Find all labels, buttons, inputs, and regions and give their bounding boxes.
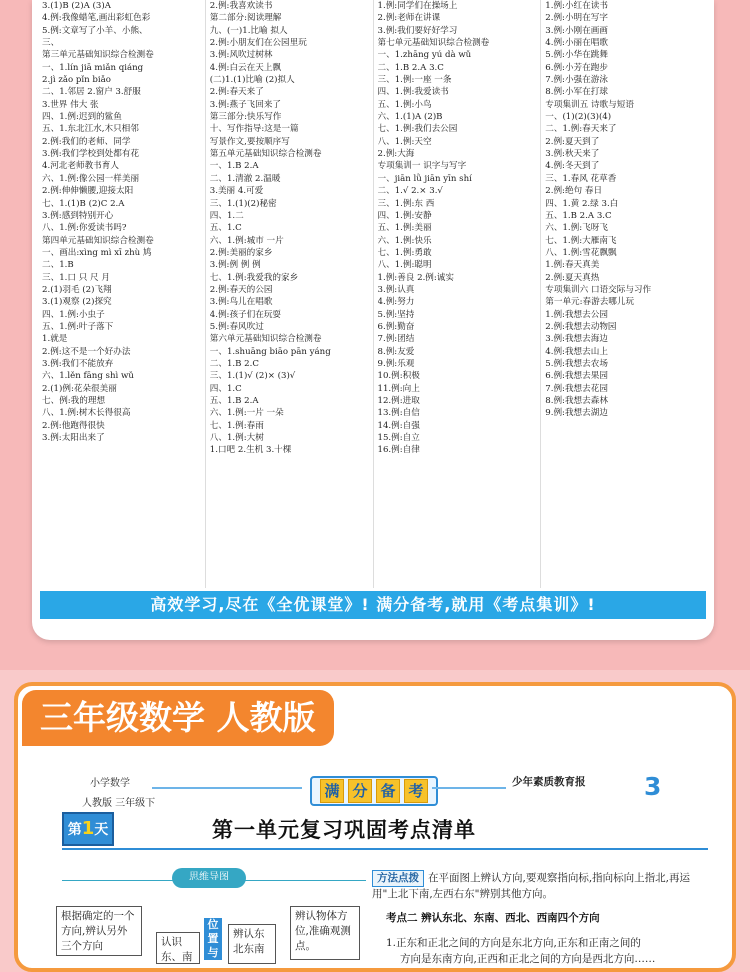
answer-line: 七、1.(1)B (2)C 2.A (42, 198, 125, 209)
answer-line: 8.例:我想去森林 (545, 396, 608, 406)
answer-line: 五、1.B 2.A 3.C (545, 210, 612, 221)
answer-line: 第四单元基础知识综合检测卷 (42, 235, 154, 246)
page-number: 3 (644, 772, 662, 801)
answer-line: 10.例:积极 (377, 371, 420, 382)
answer-line: 2.(1)羽毛 (2)飞翔 (42, 284, 112, 295)
answer-line: 4.河北老师教书育人 (42, 161, 119, 172)
answer-line: 六、1.例:快乐 (377, 235, 432, 246)
answer-line: 六、1.例:城市 一片 (209, 235, 284, 246)
key-point-title: 考点二 辨认东北、东南、西北、西南四个方向 (386, 912, 600, 924)
answer-column-4 (541, 0, 708, 588)
answer-line: 五、1.东北江水,木只相邻 (42, 124, 139, 135)
answer-line: 6.例:小芳在跑步 (545, 62, 608, 73)
answer-line: 4.例:冬天到了 (545, 161, 600, 172)
answer-line: 第六单元基础知识综合检测卷 (209, 334, 322, 345)
answer-line: 3.例:我们学校到处都有花 (42, 149, 140, 160)
answer-line: 16.例:自律 (377, 445, 420, 456)
answer-line: 5.例:文章写了小羊、小熊、 (42, 25, 148, 36)
answer-line: 四、1.二 (209, 210, 244, 221)
position-bar: 位置与 (204, 918, 222, 960)
answer-line: 第七单元基础知识综合检测卷 (377, 38, 490, 49)
answer-line: 3.例:燕子飞回来了 (209, 99, 282, 110)
answer-line: 三、1.(1)√ (2)× (3)√ (209, 371, 296, 382)
day-title-row (62, 812, 708, 846)
answer-line: 一、画出:xìng mì xī zhù 鸠 (42, 247, 152, 258)
answer-line: 十、写作指导:这是一篇 (209, 124, 299, 135)
answer-line: 2.例:大海 (377, 149, 415, 160)
answer-line: 一、1.zhāng yú dà wǔ (377, 50, 472, 61)
answer-line: 二、1.邻居 2.窗户 3.舒服 (42, 87, 141, 98)
answer-line: 3.(1)观察 (2)探究 (42, 297, 112, 308)
answer-line: 2.例:春天来了 (209, 87, 264, 98)
slogan-banner: 高效学习,尽在《全优课堂》! 满分备考,就用《考点集训》! (40, 591, 706, 619)
answer-line: 五、1.B 2.A (209, 396, 259, 406)
answer-line: 第五单元基础知识综合检测卷 (209, 149, 322, 160)
answer-line: 4.例:我像蜡笔,画出彩虹色彩 (42, 13, 151, 24)
answer-column-2 (206, 0, 374, 588)
answer-line: 四、1.例:我爱读书 (377, 87, 449, 98)
answer-line: 6.例:我想去果园 (545, 371, 608, 382)
answer-line: 三、1.例:东 西 (377, 198, 435, 209)
answer-line: 五、1.C (209, 223, 242, 234)
answer-line: 2.例:伸伸懒腰,迎接太阳 (42, 186, 134, 197)
answer-line: 七、例:我的理想 (42, 396, 106, 406)
answer-line: 2.例:小明在写字 (545, 13, 608, 24)
answer-line: 第二部分:阅读理解 (209, 13, 282, 24)
answer-line: 3.例:风吹过树林 (209, 50, 273, 61)
answer-line: 4.例:我想去山上 (545, 346, 608, 357)
answer-line: 5.例:小华在跳舞 (545, 50, 608, 61)
answer-line: 9.例:乐观 (377, 358, 415, 369)
logo-char: 考 (404, 779, 428, 803)
answer-line: 4.例:努力 (377, 297, 415, 308)
answer-line: 2.例:他跑得很快 (42, 420, 105, 431)
answer-line: 专项集训六 口语交际与习作 (545, 284, 652, 295)
answer-line: 4.例:孩子们在玩耍 (209, 309, 282, 320)
answer-line: 3.美丽 4.可爱 (209, 186, 264, 197)
key-point-text: 1.正东和正北之间的方向是东北方向,正东和正南之间的 (386, 937, 641, 949)
answer-line: 3.例:太阳出来了 (42, 433, 105, 444)
answer-line: 二、1.√ 2.× 3.√ (377, 186, 443, 197)
answer-line: 1.就是 (42, 334, 68, 345)
answer-line: 5.例:春风吹过 (209, 321, 264, 332)
answer-line: 2.例:夏天真热 (545, 272, 600, 283)
answer-line: 九、(一)1.比喻 拟人 (209, 25, 288, 36)
answer-line: 七、1.例:勇敢 (377, 247, 432, 258)
answer-line: 11.例:向上 (377, 383, 420, 394)
method-tip (372, 870, 708, 902)
answer-line: 二、1.B 2.A 3.C (377, 62, 444, 73)
answer-line: 3.例:小刚在画画 (545, 25, 608, 36)
answer-line: 四、1.例:小虫子 (42, 309, 105, 320)
answer-sheet (32, 0, 714, 640)
answer-line: 5.例:我想去农场 (545, 358, 608, 369)
answer-line: 三、1.春风 花草香 (545, 173, 617, 184)
method-tip-text: 在平面图上辨认方向,要观察指向标,指向标向上指北,再运用"上北下南,左西右东"辨别其他方向。 (372, 872, 691, 900)
answer-line: 一、1.shuāng biāo pān yáng (209, 346, 331, 357)
answer-line: 六、1.lěn fāng shì wǔ (42, 371, 134, 382)
answer-line: 3.例:例 例 例 (209, 260, 261, 271)
answer-line: 三、1.例:一座 一条 (377, 75, 452, 86)
answer-line: 三、 (42, 38, 60, 49)
answer-line: 六、1.(1)A (2)B (377, 112, 443, 123)
answer-line: 1.口吧 2.生机 3.十棵 (209, 445, 292, 456)
answer-line: 3.例:鸟儿在唱歌 (209, 297, 273, 308)
answer-line: 3.例:我想去海边 (545, 334, 608, 345)
mind-map-tag: 思维导图 (172, 868, 246, 888)
answer-line: 五、1.例:美丽 (377, 223, 432, 234)
subject-label: 小学数学 (90, 778, 130, 789)
answer-line: 2.例:美丽的家乡 (209, 247, 273, 258)
answer-line: 一、jiān lǜ jiān yīn shí (377, 173, 472, 184)
answer-line: 1.例:小红在读书 (545, 1, 608, 11)
answer-line: 2.jì zǎo pǐn biǎo (42, 75, 111, 86)
answer-line: 2.例:春天的公园 (209, 284, 273, 295)
answer-line: 八、1.例:树木长得很高 (42, 408, 131, 419)
answer-line: 2.例:绝句 春日 (545, 186, 603, 197)
answer-line: 9.例:我想去湖边 (545, 408, 608, 419)
answer-line: 3.(1)B (2)A (3)A (42, 1, 111, 11)
unit-title: 第一单元复习巩固考点清单 (212, 818, 476, 842)
answer-line: 一、(1)(2)(3)(4) (545, 112, 612, 123)
answer-line: 四、1.黄 2.绿 3.白 (545, 198, 619, 209)
answer-line: 2.例:老师在讲课 (377, 13, 441, 24)
logo-char: 满 (320, 779, 344, 803)
answer-line: 3.例:我们要好好学习 (377, 25, 458, 36)
answer-line: 1.例:春天真美 (545, 260, 600, 271)
answer-line: 1.例:同学们在操场上 (377, 1, 458, 11)
newspaper-name: 少年素质教育报 (512, 776, 586, 788)
answer-line: 8.例:小军在打球 (545, 87, 608, 98)
key-point-text-cont: 方向是东南方向,正西和正北之间的方向是西北方向…… (400, 953, 656, 965)
answer-line: 3.世界 伟大 张 (42, 99, 99, 110)
answer-line: 一、1.B 2.A (209, 161, 259, 172)
answer-line: 13.例:自信 (377, 408, 420, 419)
answer-column-1 (38, 0, 206, 588)
answer-line: 2.例:夏天到了 (545, 136, 600, 147)
day-suffix: 天 (94, 822, 109, 838)
answer-line: 写景作文,要按顺序写 (209, 136, 290, 147)
answer-line: 第三部分:快乐写作 (209, 112, 282, 123)
answer-line: 4.例:白云在天上飘 (209, 62, 282, 73)
answer-line: (二)1.(1)比喻 (2)拟人 (209, 75, 295, 86)
answer-line: 六、1.例:像公园一样美丽 (42, 173, 140, 184)
answer-line: 3.例:秋天来了 (545, 149, 600, 160)
answer-line: 六、1.例:飞呀飞 (545, 223, 608, 234)
answer-line: 八、1.例:你爱读书吗? (42, 223, 127, 234)
answer-line: 2.例:我喜欢读书 (209, 1, 273, 11)
answer-line: 2.例:小朋友们在公园里玩 (209, 38, 307, 49)
edition-label: 人教版 三年级下 (82, 798, 156, 809)
answer-line: 7.例:团结 (377, 334, 415, 345)
answer-line: 7.例:小强在游泳 (545, 75, 608, 86)
answer-line: 八、1.例:雪花飘飘 (545, 247, 617, 258)
answer-line: 3.例:感到特别开心 (42, 210, 114, 221)
answer-line: 三、1.口 只 尺 月 (42, 272, 110, 283)
answer-line: 二、1.清澈 2.温暖 (209, 173, 281, 184)
answer-line: 八、1.例:聪明 (377, 260, 432, 271)
answer-line: 2.例:我想去动物园 (545, 321, 617, 332)
answer-line: 二、1.B 2.C (209, 358, 259, 369)
answer-line: 8.例:友爱 (377, 346, 415, 357)
answer-line: 五、1.例:小鸟 (377, 99, 432, 110)
answer-line: 6.例:勤奋 (377, 321, 415, 332)
logo-char: 分 (348, 779, 372, 803)
answer-line: 四、1.例:安静 (377, 210, 432, 221)
answer-line: 七、1.例:春雨 (209, 420, 264, 431)
day-badge (62, 812, 114, 846)
answer-line: 5.例:坚持 (377, 309, 415, 320)
mind-map-box-direction: 根据确定的一个方向,辨认另外三个方向 (56, 906, 142, 956)
header-line-left (152, 787, 302, 789)
answer-line: 专项集训五 诗歌与短语 (545, 99, 634, 110)
answer-line: 第一单元:春游去哪儿玩 (545, 297, 635, 308)
mind-map-box-observe: 辨认物体方位,准确观测点。 (290, 906, 360, 960)
day-prefix: 第 (67, 822, 82, 838)
header-line-right (432, 787, 506, 789)
answer-line: 二、1.例:春天来了 (545, 124, 617, 135)
answer-line: 四、1.C (209, 383, 242, 394)
answer-line: 3.例:我们不能放弃 (42, 358, 114, 369)
answer-line: 一、1.lín jiā miǎn qiáng (42, 62, 144, 73)
answer-column-3 (374, 0, 542, 588)
title-underline (62, 848, 708, 850)
answer-line: 专项集训一 识字与写字 (377, 161, 467, 172)
method-tip-tag: 方法点拨 (372, 870, 424, 887)
answer-line: 2.例:我们的老师、同学 (42, 136, 131, 147)
newspaper-header (62, 774, 708, 814)
answer-line: 四、1.例:迟到的鲨鱼 (42, 112, 122, 123)
answer-line: 八、1.例:天空 (377, 136, 432, 147)
answer-line: 3.例:认真 (377, 284, 415, 295)
answer-line: 七、1.例:大雁南飞 (545, 235, 617, 246)
answer-line: 4.例:小丽在唱歌 (545, 38, 608, 49)
answer-columns (38, 0, 708, 588)
answer-line: 第三单元基础知识综合检测卷 (42, 50, 154, 61)
answer-line: 六、1.例:一片 一朵 (209, 408, 284, 419)
brand-logo (310, 776, 438, 806)
answer-line: 二、1.B (42, 260, 74, 271)
answer-line: 七、1.例:我们去公园 (377, 124, 458, 135)
mind-map-box-east-south: 认识东、南 (156, 932, 200, 964)
answer-line: 1.例:我想去公园 (545, 309, 608, 320)
answer-line: 七、1.例:我爱我的家乡 (209, 272, 299, 283)
answer-line: 2.例:这不是一个好办法 (42, 346, 131, 357)
answer-line: 14.例:自强 (377, 420, 420, 431)
answer-line: 八、1.例:大树 (209, 433, 264, 444)
grade-subject-tag: 三年级数学 人教版 (22, 690, 334, 746)
mind-map-box-northeast: 辨认东北东南 (228, 924, 276, 964)
answer-line: 12.例:进取 (377, 396, 420, 406)
answer-line: 2.(1)例:花朵很美丽 (42, 383, 117, 394)
answer-line: 五、1.例:叶子落下 (42, 321, 114, 332)
answer-line: 三、1.(1)(2)秘密 (209, 198, 277, 209)
answer-line: 1.例:善良 2.例:诚实 (377, 272, 454, 283)
logo-char: 备 (376, 779, 400, 803)
day-number: 1 (81, 818, 95, 839)
answer-line: 15.例:自立 (377, 433, 420, 444)
answer-line: 7.例:我想去花园 (545, 383, 608, 394)
